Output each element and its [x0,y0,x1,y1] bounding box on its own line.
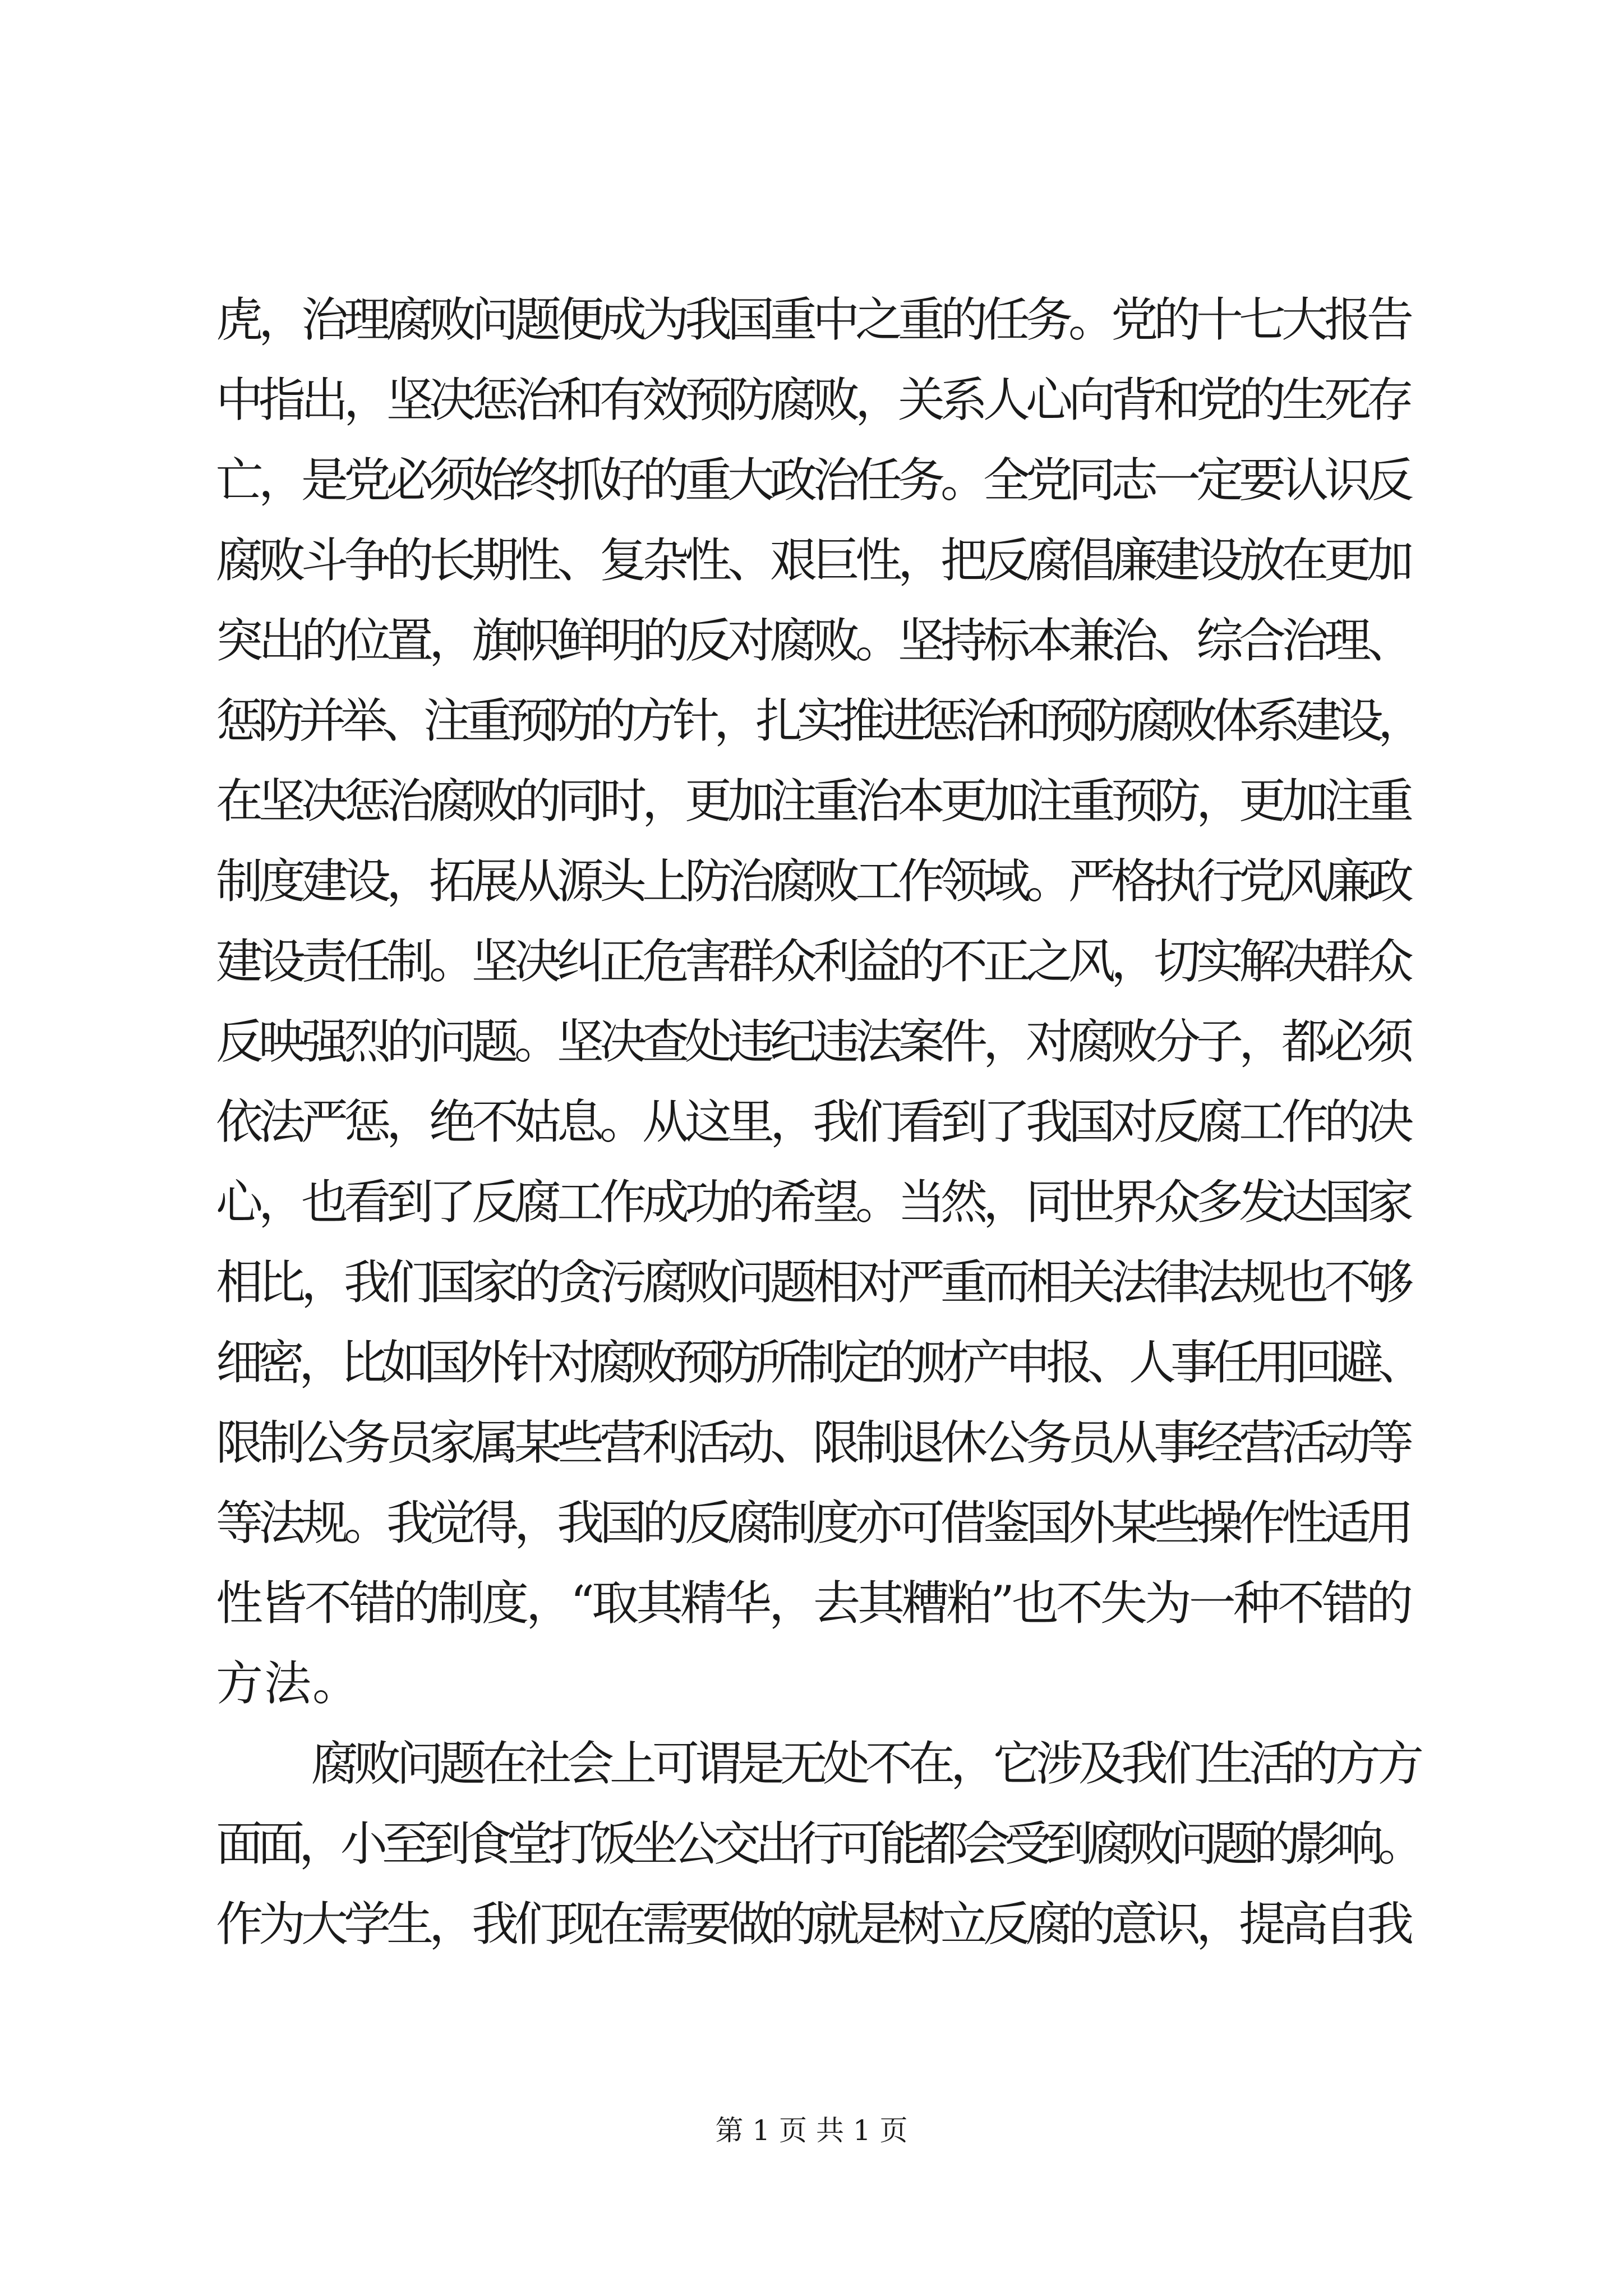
text-line: 建设责任制。坚决纠正危害群众利益的不正之风，切实解决群众 [216,934,1410,989]
text-line: 腐败斗争的长期性、复杂性、艰巨性，把反腐倡廉建设放在更加 [216,533,1410,588]
text-line: 中指出，坚决惩治和有效预防腐败，关系人心向背和党的生死存 [216,372,1410,427]
text-line: 等法规。我觉得，我国的反腐制度亦可借鉴国外某些操作性适用 [216,1496,1410,1550]
text-line: 面面，小至到食堂打饭坐公交出行可能都会受到腐败问题的影响。 [216,1816,1420,1871]
text-line: 惩防并举、注重预防的方针，扎实推进惩治和预防腐败体系建设， [216,693,1420,748]
text-line: 在坚决惩治腐败的同时，更加注重治本更加注重预防，更加注重 [216,774,1410,829]
text-line: 腐败问题在社会上可谓是无处不在，它涉及我们生活的方方 [311,1736,1420,1791]
text-line: 亡，是党必须始终抓好的重大政治任务。全党同志一定要认识反 [216,453,1410,508]
text-line: 性皆不错的制度，“取其精华，去其糟粕”也不失为一种不错的 [216,1576,1410,1631]
page-footer: 第 1 页 共 1 页 [715,2114,908,2147]
text-line: 制度建设，拓展从源头上防治腐败工作领域。严格执行党风廉政 [216,854,1410,909]
text-line: 突出的位置，旗帜鲜明的反对腐败。坚持标本兼治、综合治理、 [216,613,1410,668]
text-line: 限制公务员家属某些营利活动、限制退休公务员从事经营活动等 [216,1415,1410,1470]
text-line: 依法严惩，绝不姑息。从这里，我们看到了我国对反腐工作的决 [216,1094,1410,1149]
text-line: 反映强烈的问题。坚决查处违纪违法案件，对腐败分子，都必须 [216,1014,1410,1069]
text-line: 心，也看到了反腐工作成功的希望。当然，同世界众多发达国家 [216,1175,1410,1230]
text-line: 细密，比如国外针对腐败预防所制定的财产申报、人事任用回避、 [216,1335,1420,1390]
text-line: 方法。 [216,1656,361,1711]
text-line: 相比，我们国家的贪污腐败问题相对严重而相关法律法规也不够 [216,1255,1410,1310]
text-line: 作为大学生，我们现在需要做的就是树立反腐的意识，提高自我 [216,1897,1410,1952]
text-line: 虎，治理腐败问题便成为我国重中之重的任务。党的十七大报告 [216,292,1410,347]
